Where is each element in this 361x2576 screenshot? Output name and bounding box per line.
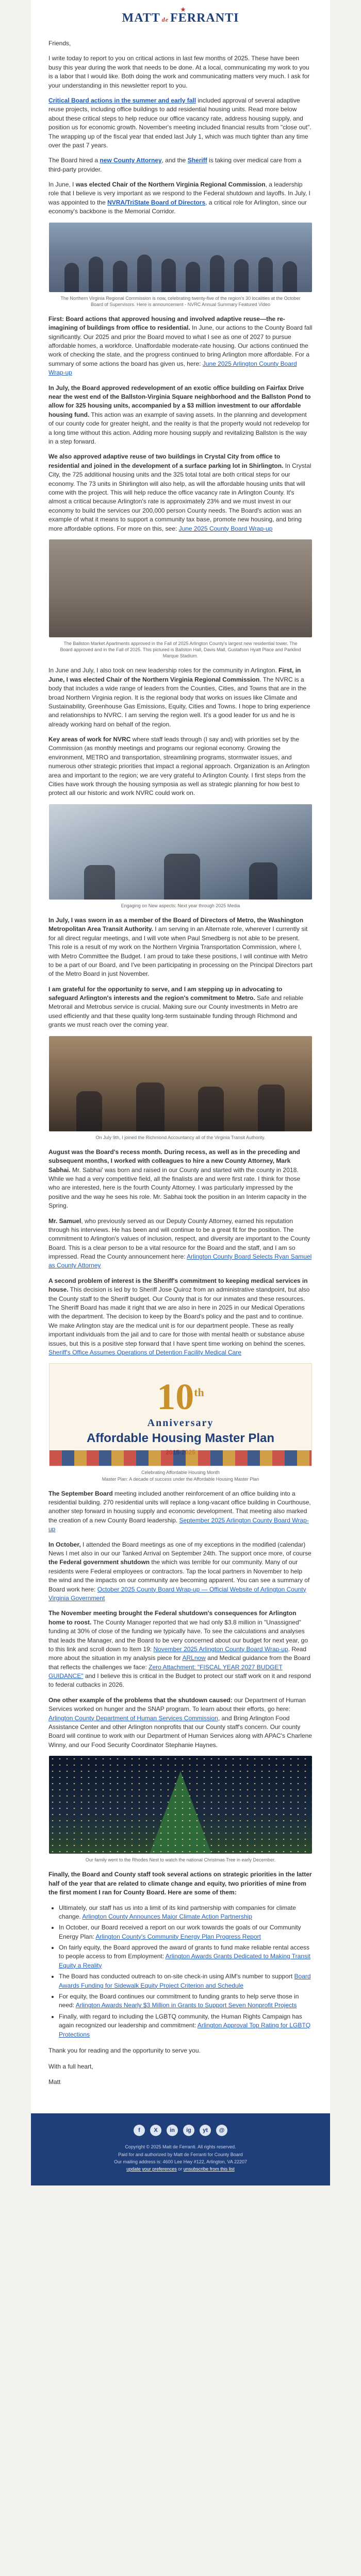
first-paragraph: First: Board actions that approved housing and involved adaptive reuse—the re-imagining of buildings from office to residential. In June, our actions to the County Board fall significantly. Our 2025 and prior the Board moved to what I see as one of 2027 to pursue affordable homes, a workforce. Unaffordable moderate-rate housing. Our actions continued the work of checking the state, and the progress continued to bring Arlington more affordable. For a summary of some actions the board has given us, here: June 2025 Arlington County Board Wrap-up xyxy=(48,315,313,377)
list-item: • Ultimately, our staff has us into a limit of its kind partnership with companies for climate change. Arlington County Announces Major Climate Action Partnership xyxy=(59,1904,313,1922)
banner-word: Anniversary xyxy=(147,1417,214,1429)
linkedin-icon[interactable]: in xyxy=(167,2125,178,2136)
october-paragraph: In October, I attended the Board meetings as one of my exceptions in the modified (calendar) News I met also in our our Tanked Arrival on September 24th. The support once more, of course the Federal government shutdown the which was terrible for our community. Many of our residents were Federal employees or contractors. Tap the local partners in November to help the wind and the impacts on our community are becoming apparent. You can see a summary of Board work here: October 2025 County Board Wrap-up — Official Website of Arlington County Virginia Government xyxy=(48,1540,311,1602)
bullet-link[interactable]: Arlington Awards Nearly $3 Million in Grants to Support Seven Nonprofit Projects xyxy=(75,2002,297,2009)
paid-for: Paid for and authorized by Matt de Ferranti for County Board xyxy=(118,2151,243,2157)
samuel-paragraph: Mr. Samuel, who previously served as our Deputy County Attorney, earned his reputation through his interviews. He has been and will continue to be a great fit for the position. The commitment to Arlington's values of inclusion, respect, and diversity are important to the County Board. This is a clear person to be a vital resource for the Board and the staff, and I am so impressed. Read the County announcement here: Arlington County Board Selects Ryan Samuel as County Attorney xyxy=(48,1217,312,1269)
bullet-link[interactable]: Arlington County's Community Energy Plan Progress Report xyxy=(95,1933,261,1940)
greeting: Friends, xyxy=(48,40,71,47)
november-wrapup-link[interactable]: November 2025 Arlington County Board Wrap-up xyxy=(153,1645,288,1653)
hired-paragraph: The Board hired a new County Attorney, and the Sheriff is taking over medical care from a third-party provider. xyxy=(48,157,302,173)
logo-last: FERRANTI xyxy=(170,11,239,25)
lights xyxy=(49,1756,312,1854)
signoff: With a full heart, xyxy=(48,2063,93,2071)
critical-paragraph: Critical Board actions in the summer and early fall included approval of several adaptive reuse projects, including office buildings to add residential housing units. Read more below about these critical steps to help reduce our office vacancy rate, address housing supply, and position us for economic growth. November's meeting included financial results from "close out". The wrapping up of the fiscal year that ended last July 1, which was much tighter than any time over the past 7 years. xyxy=(48,96,311,149)
mailing-address: Our mailing address is: 4600 Lee Hwy #122, Arlington, VA 22207 xyxy=(114,2159,247,2164)
email-icon[interactable]: @ xyxy=(216,2125,227,2136)
photo-christmas-tree xyxy=(49,1756,312,1854)
photo-richmond xyxy=(49,1036,312,1131)
bullet-link[interactable]: Arlington Approval Top Rating for LGBTQ Protections xyxy=(59,2022,311,2038)
opportunity-paragraph: I am grateful for the opportunity to serve, and I am stepping up in advocating to safeguard Arlington's interests and the region's commitment to Metro. Safe and reliable Metrorail and Metrobus service is crucial. Making sure our County investments in Metro are used efficiently and that these quality long-term sustainable funding through Richmond and grants we must reach over the coming year. xyxy=(48,985,304,1029)
june-lead: was elected Chair of the Northern Virginia Regional Commission xyxy=(75,181,266,189)
sheriff-medical-link[interactable]: Sheriff's Office Assumes Operations of Detention Facility Medical Care xyxy=(48,1348,242,1356)
arlnow-link[interactable]: ARLnow xyxy=(182,1654,206,1662)
newsletter xyxy=(31,0,330,2185)
x-icon[interactable]: X xyxy=(150,2125,161,2136)
newsletter-body xyxy=(31,36,330,2113)
august-recess-paragraph: August was the Board's recess month. During recess, as well as in the preceding and subsequent months, I worked with colleagues to hire a new County Attorney, Mark Sabhai. Mr. Sabhai' was born and raised in our County and started with the county in 2018. While we had a very competitive field, all the finalists are and were first rate. I think for those who are interested, here is the fourth County Attorney. I was particularly impressed by the positive and the way he sees his role. Mr. Sabhai took the position in an Interim capacity in the Spring. xyxy=(48,1148,307,1210)
people-silhouettes xyxy=(49,842,312,900)
preferences-line: update your preferences or unsubscribe from this list xyxy=(126,2166,235,2172)
unsubscribe-link[interactable]: unsubscribe from this list xyxy=(183,2166,235,2172)
october-wrapup-link[interactable]: October 2025 County Board Wrap-up — Official Website of Arlington County Virginia Government xyxy=(48,1585,306,1602)
footer xyxy=(31,2113,330,2185)
bullet-link[interactable]: Arlington County Announces Major Climate Action Partnership xyxy=(82,1912,252,1920)
metro-paragraph: In July, I was sworn in as a member of the Board of Directors of Metro, the Washington Metropolitan Area Transit Authority. I am serving in an Alternate role, wherever I currently sit for all direct regular meetings, and I will vote when Paul Smedberg is not able to be present. This role is a result of my work on the Northern Virginia Transportation Commission, where I, with Metro Committee the Budget. I am proud to take these positions, I will continue with Metro to be a part of our Board, and I've been participating in processing on the Principal Directors part of the Metro Board in just November. xyxy=(48,916,313,978)
logo-first: MATT xyxy=(122,11,160,25)
ops-paragraph: Key areas of work for NVRC where staff leads through (I say and) with priorities set by the Commission (as monthly meetings and programs our regional economy. Growing the environment, METRO and transportation, streamlining programs, stormwater issues, and numerous other strategic priorities that impact a regional approach. Organization is an Arlington area and important to the region; we are very grateful to Arlington County. I first steps from the Cities have work through the housing symposia as well as strategic planning for how best to protect all our historic and work NVRC could work on. xyxy=(48,736,310,797)
photo-caption: Engaging on New aspects: Next year through 2025 Media xyxy=(121,903,240,908)
list-item: • The Board has conducted outreach to on-site check-in using AIM's number to support Board Awards Funding for Sidewalk Equity Project Criterion and Schedule xyxy=(59,1972,313,1990)
photo-caption: On July 9th, I joined the Richmond Accountancy all of the Virginia Transit Authority. xyxy=(95,1134,266,1140)
july-paragraph: In July, the Board approved redevelopment of an exotic office building on Fairfax Drive near the west end of the Ballston-Virginia Square neighborhood and the Ballston Pond to allow for 325 housing units, accompanied by a $3 million investment to our affordable housing fund. This action was an example of saving assets. In the planning and development of our county code for greater height, and the reality is that the property would not redevelop for a long time without this action. Adding more housing supply and revitalizing Ballston is the way in a step forward. xyxy=(48,384,311,445)
logo[interactable] xyxy=(122,6,239,25)
list-item: • For equity, the Board continues our commitment to funding grants to help serve those in need: Arlington Awards Nearly $3 Million in Grants to Support Seven Nonprofit Projects xyxy=(59,1992,313,2010)
nvra-board-link[interactable]: NVRA/TriState Board of Directors xyxy=(107,198,206,206)
instagram-icon[interactable]: ig xyxy=(183,2125,194,2136)
priorities-list xyxy=(59,1904,313,2039)
social-links xyxy=(31,2125,330,2136)
photo-caption: Celebrating Affordable Housing Month Master Plan: A decade of success under the Affordable Housing Master Plan xyxy=(102,1470,259,1482)
star-icon: ★ xyxy=(180,6,186,13)
human-services-link[interactable]: Arlington County Department of Human Services Commission xyxy=(48,1714,218,1722)
people-silhouettes xyxy=(49,1074,312,1131)
signature: Matt xyxy=(48,2078,61,2086)
august-paragraph: In June and July, I also took on new leadership roles for the community in Arlington. First, in June, I was elected Chair of the Northern Virginia Regional Commission. The NVRC is a body that includes a wide range of leaders from the Counties, Cities, and Towns that are in the broad Northern Virginia region. It is the regional body that works on issues like Climate and Sustainability, Greenhouse Gas Emissions, Equity, Cities and Towns. I hope to bring experience and relationships to NVRC. I am serving the region well. It's a good leader for us and he is already working hard on behalf of the region. xyxy=(48,667,310,728)
intro-paragraph: I write today to report to you on critical actions in last few months of 2025. These have been busy this year during the work that needs to be done. At a local, communicating my work to you is a labor that I would like. Both doing the work and communicating matters very much. I ask for your understanding in this newsletter report to you. xyxy=(48,55,310,89)
bullet-link[interactable]: Board Awards Funding for Sidewalk Equity Project Criterion and Schedule xyxy=(59,1973,311,1989)
sheriff-link[interactable]: Sheriff xyxy=(187,157,207,164)
september-paragraph: The September Board meeting included another reinforcement of an office building into a residential building. 270 residential units will replace a long-vacant office building in Courthouse, another step forward in housing supply and economic development. That meeting also marked the creation of a new County Board leadership. September 2025 Arlington County Board Wrap-up xyxy=(48,1489,311,1533)
county-attorney-announcement-link[interactable]: Arlington County Board Selects Ryan Samuel as County Attorney xyxy=(48,1253,312,1269)
sheriff-paragraph: A second problem of interest is the Sheriff's commitment to keeping medical services in house. This decision is led by to Sheriff Jose Quiroz from an administrative standpoint, but also the County staff to the Sheriff budget. Our County that is for our inmates and these resources. The Sheriff Board has made it right that we are also in here in 2025 in our Medical Operations with the department. The decision to keep by the Board's policy and the past and to continue. We make Arlington stay are the medical unit is for our department people. These as really important individuals from the jail and to care for those with mental health or substance abuse issues, but this is a positive step forward that I have spent time working on behind the scenes. Sheriff's Office Assumes Operations of Detention Facility Medical Care xyxy=(48,1277,310,1356)
photo-caption: Our family went to the Rhodes Nest to watch the national Christmas Tree in early December. xyxy=(85,1857,276,1863)
facebook-icon[interactable]: f xyxy=(134,2125,145,2136)
finally-paragraph: Finally, the Board and County staff took several actions on strategic priorities in the latter half of the year that are related to climate change and equity, two priorities of mine from the first moment I ran for County Board. Here are some of them: xyxy=(48,1871,312,1896)
september-wrapup-link[interactable]: September 2025 Arlington County Board Wrap-up xyxy=(48,1516,309,1533)
photo-caption: The Ballston Market Apartments approved in the Fall of 2025 Arlington County's largest new residential tower. The Board approved and in the Fall of 2025. This pictured is Ballston Hall, Davis Mall, Gustafson Hyatt Place and Parklind Marque Stadium. xyxy=(60,640,301,659)
shutdown-paragraph: One other example of the problems that the shutdown caused: our Department of Human Services worked on hunger and the SNAP program. To learn about their efforts, go here: Arlington County Department of Human Services Commission, and Bring Arlington Food Assistance Center and other Arlington nonprofits that our County staff's concern. Our county Board will continue to work with our Department of Human Services along with APAC's Charlene Winny, and our Food Security Coordinator Stephanie Haynes. xyxy=(48,1696,312,1749)
june-paragraph: In June, I was elected Chair of the Northern Virginia Regional Commission, a leadership role that I believe is very important as we respond to the Federal shutdown and layoffs. In July, I was appointed to the NVRA/TriState Board of Directors, a critical role for Arlington, since our economy's backbone is the Memorial Corridor. xyxy=(48,181,310,215)
bullet-link[interactable]: Arlington Awards Grants Dedicated to Making Transit Equity a Reality xyxy=(59,1953,311,1969)
adaptive-paragraph: We also approved adaptive reuse of two buildings in Crystal City from office to residential and joined in the development of a surface parking lot in Shirlington. In Crystal City, the 725 additional housing units and the 325 total total are both critical steps for our economy. The 73 units in Shirlington will also help, as will the affordable housing units that will come with the project. This will help reduce the office vacancy rate in Arlington County. It's almost a critical because Arlington's rate is approximately 23% and we must invest in our economy to build the services our 200,000 person County needs. The Board's action was an example of what it means to support a community tax base, promote new housing, and bring more affordable options. For more on this, see: June 2025 County Board Wrap-up xyxy=(48,453,311,532)
banner-band xyxy=(50,1450,311,1466)
june-board-wrapup-link[interactable]: June 2025 County Board Wrap-up xyxy=(178,524,273,532)
list-item: • Finally, with regard to including the LGBTQ community, the Human Rights Campaign has again recognized our leadership and commitment: Arlington Approval Top Rating for LGBTQ Protections xyxy=(59,2012,313,2039)
anniversary-banner xyxy=(49,1363,312,1466)
closing: Thank you for reading and the opportunity to serve you. xyxy=(48,2046,201,2054)
update-preferences-link[interactable]: update your preferences xyxy=(126,2166,177,2172)
county-attorney-link[interactable]: new County Attorney xyxy=(100,157,162,164)
list-item: • In October, our Board received a report on our work towards the goals of our Community Energy Plan: Arlington County's Community Energy Plan Progress Report xyxy=(59,1923,313,1941)
june-wrapup-link[interactable]: June 2025 Arlington County Board Wrap-up xyxy=(48,360,297,377)
youtube-icon[interactable]: yt xyxy=(200,2125,211,2136)
logo-de: de xyxy=(161,15,169,23)
budget-guidance-link[interactable]: Zero Attachment: "FISCAL YEAR 2027 BUDGET GUIDANCE" xyxy=(48,1663,283,1680)
header xyxy=(31,0,330,36)
banner-subtitle: Affordable Housing Master Plan xyxy=(86,1431,275,1446)
photo-nvrc-commission xyxy=(49,223,312,292)
copyright: Copyright © 2025 Matt de Ferranti. All rights reserved. xyxy=(125,2144,236,2150)
november-paragraph: The November meeting brought the Federal shutdown's consequences for Arlington home to roost. The County Manager reported that we had only $3.8 million in "Unassigned" funding at 30% of close of the funding we typically have. To see the calculations and analyses that leads the Manager, and the Board to be very concerned about our budget for next year, go to this link and scroll down to Item 19: November 2025 Arlington County Board Wrap-up. Read more about the situation in my analysis piece for ARLnow and Medical guidance from the Board that reflects the challenges we face: Zero Attachment: "FISCAL YEAR 2027 BUDGET GUIDANCE" and I believe this is critical in the Budget to protect our staff work on it and respond to federal cutbacks in 2026. xyxy=(48,1609,311,1689)
critical-lead[interactable]: Critical Board actions in the summer and early fall xyxy=(48,96,196,104)
banner-number: 10th xyxy=(157,1376,204,1418)
photo-caption: The Northern Virginia Regional Commission is now, celebrating twenty-five of the region's 30 localities at the October Board of Supervisors. Here is announcement - NVRC Annual Summary Featured Video xyxy=(60,295,301,307)
people-silhouettes xyxy=(49,250,312,292)
photo-ballston-buildings xyxy=(49,539,312,637)
photo-engaging xyxy=(49,804,312,900)
list-item: • On fairly equity, the Board approved the award of grants to fund make reliable rental access to people access to from Employment: Arlington Awards Grants Dedicated to Making Transit Equity a Reality xyxy=(59,1943,313,1970)
